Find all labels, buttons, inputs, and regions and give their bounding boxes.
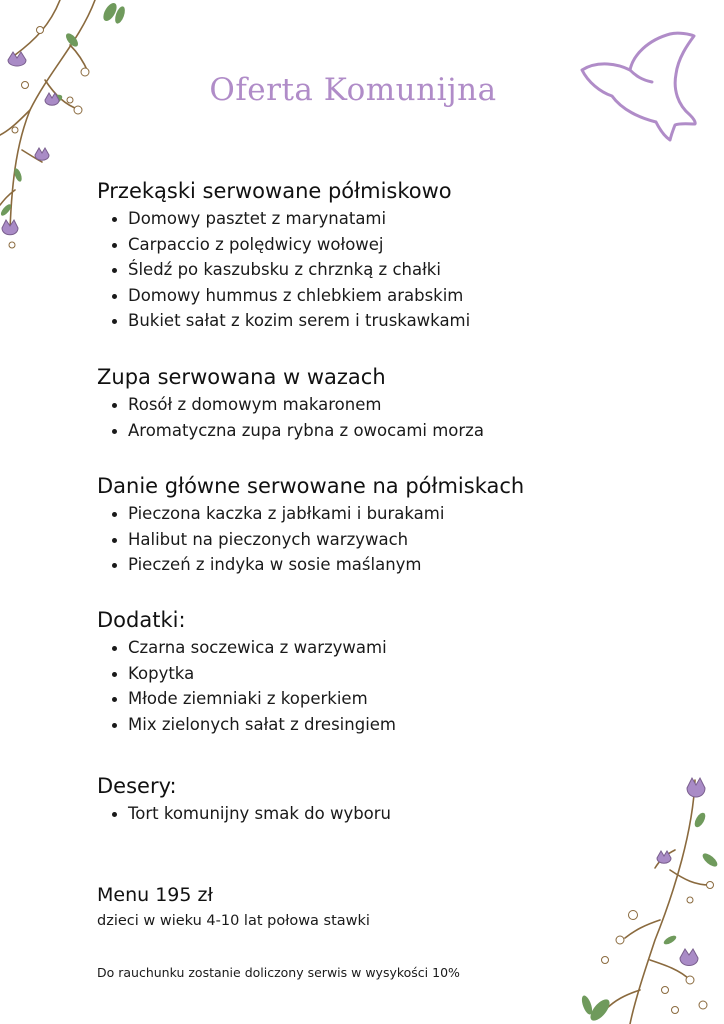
section-desserts	[97, 773, 391, 827]
item-list	[97, 206, 470, 334]
section-heading: Przekąski serwowane półmiskowo	[97, 179, 452, 203]
service-charge-note: Do rauchunku zostanie doliczony serwis w wysykości 10%	[97, 965, 460, 980]
section-main-course	[97, 473, 524, 578]
list-item: Carpaccio z polędwicy wołowej	[97, 232, 470, 258]
item-list	[97, 801, 391, 827]
list-item: Młode ziemniaki z koperkiem	[97, 686, 396, 712]
list-item: Rosół z domowym makaronem	[97, 392, 484, 418]
item-list	[97, 501, 524, 578]
list-item: Mix zielonych sałat z dresingiem	[97, 712, 396, 738]
item-list	[97, 635, 396, 737]
section-sides	[97, 607, 396, 737]
list-item: Domowy hummus z chlebkiem arabskim	[97, 283, 470, 309]
item-list	[97, 392, 484, 443]
list-item: Śledź po kaszubsku z chrznką z chałki	[97, 257, 470, 283]
list-item: Tort komunijny smak do wyboru	[97, 801, 391, 827]
list-item: Czarna soczewica z warzywami	[97, 635, 396, 661]
list-item: Pieczeń z indyka w sosie maślanym	[97, 552, 524, 578]
list-item: Pieczona kaczka z jabłkami i burakami	[97, 501, 524, 527]
list-item: Halibut na pieczonych warzywach	[97, 527, 524, 553]
menu-price: Menu 195 zł	[97, 884, 213, 906]
section-soup	[97, 364, 484, 443]
list-item: Aromatyczna zupa rybna z owocami morza	[97, 418, 484, 444]
kids-price-note: dzieci w wieku 4-10 lat połowa stawki	[97, 913, 370, 929]
section-heading: Danie główne serwowane na półmiskach	[97, 474, 525, 498]
floral-branch-bottom-right	[575, 760, 724, 1024]
section-heading: Zupa serwowana w wazach	[97, 365, 386, 389]
list-item: Bukiet sałat z kozim serem i truskawkami	[97, 308, 470, 334]
section-appetizers	[97, 178, 470, 334]
section-heading: Desery:	[97, 774, 177, 798]
section-heading: Dodatki:	[97, 608, 186, 632]
page-title: Oferta Komunijna	[209, 72, 497, 108]
list-item: Domowy pasztet z marynatami	[97, 206, 470, 232]
list-item: Kopytka	[97, 661, 396, 687]
